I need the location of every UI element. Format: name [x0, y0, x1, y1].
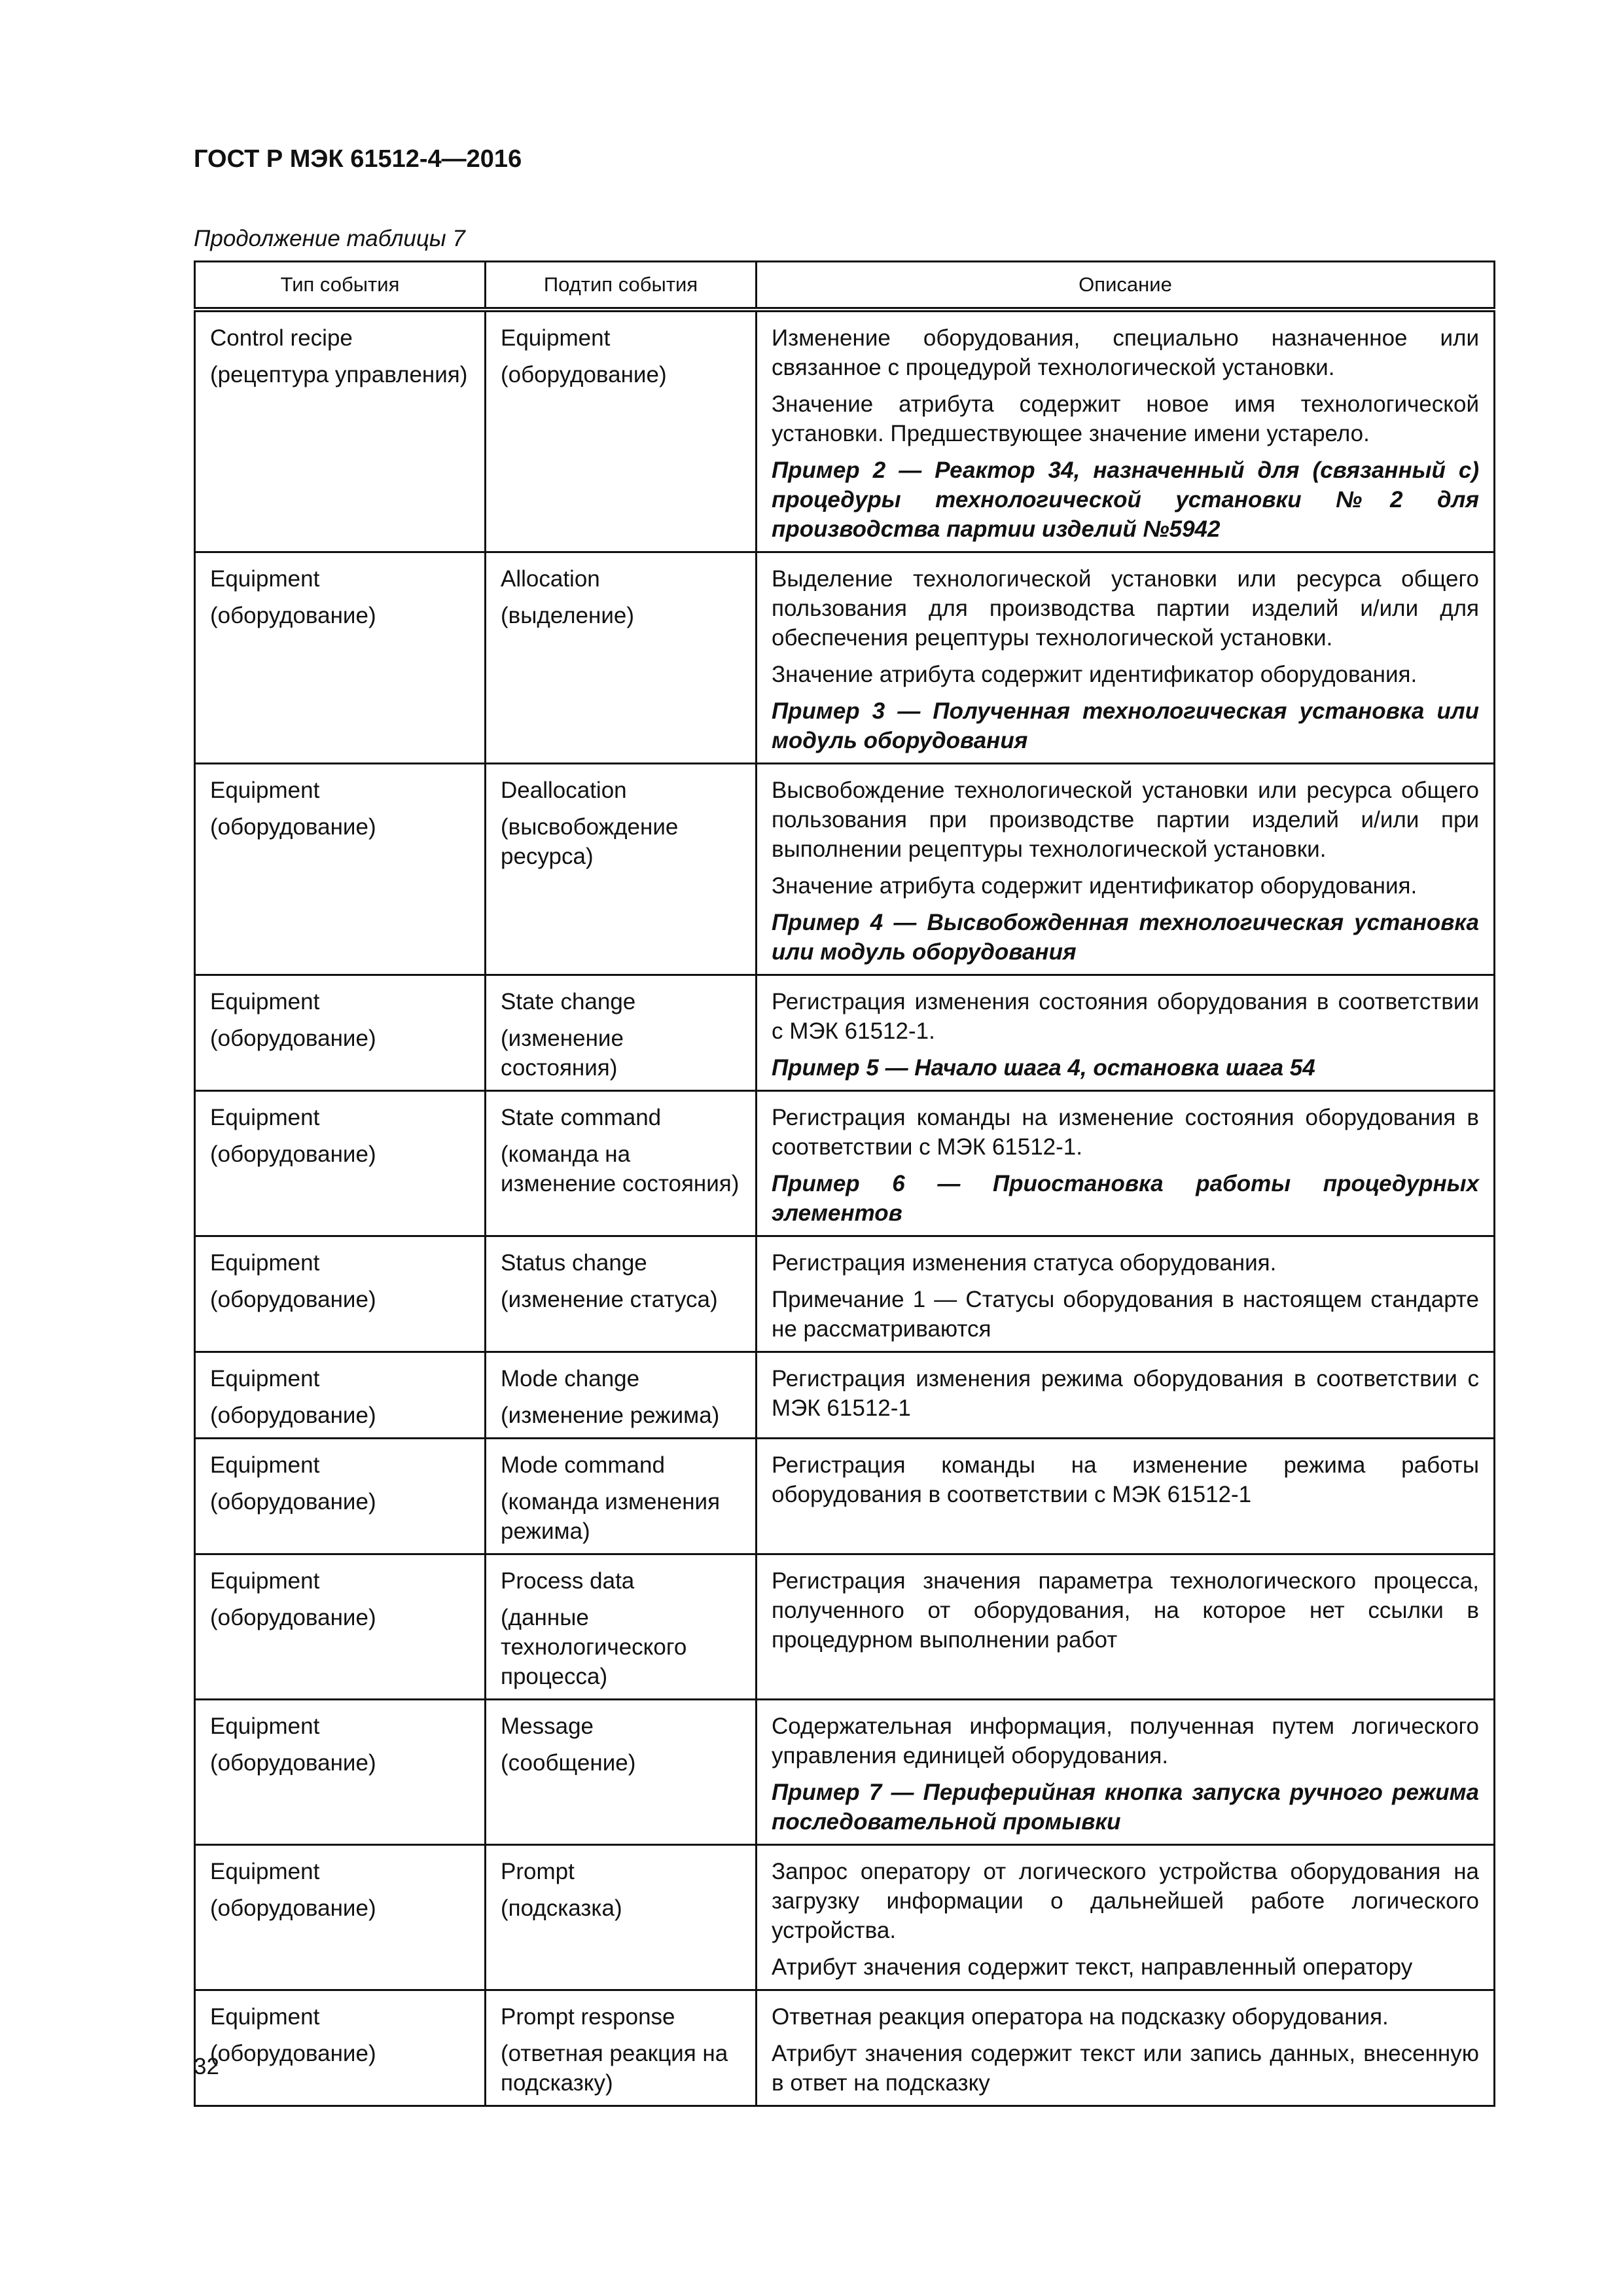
- event-subtype-cell: [486, 310, 757, 552]
- event-type-name: Equipment: [210, 1366, 320, 1391]
- table-row: [195, 1990, 1495, 2106]
- table-caption: Продолжение таблицы 7: [194, 226, 465, 251]
- event-subtype-cell: [486, 975, 757, 1091]
- event-type-name: Equipment: [210, 778, 320, 803]
- description-text: Регистрация команды на изменение режима работы оборудования в соответствии с МЭК 61512-1: [772, 1452, 1479, 1507]
- description-cell: [757, 1700, 1495, 1845]
- event-type-translation: (оборудование): [210, 2041, 376, 2066]
- event-subtype-translation: (изменение состояния): [501, 1026, 624, 1081]
- example-text: Пример 2 — Реактор 34, назначенный для (связанный с) процедуры технологической установки №2 для производства партии изделий №5942: [772, 457, 1479, 542]
- description-text: Регистрация изменения статуса оборудования.: [772, 1250, 1277, 1276]
- description-cell: [757, 1990, 1495, 2106]
- event-type-name: Equipment: [210, 1250, 320, 1276]
- example-text: Пример 6 — Приостановка работы процедурных элементов: [772, 1171, 1479, 1226]
- event-subtype-translation: (сообщение): [501, 1750, 636, 1776]
- event-type-translation: (оборудование): [210, 603, 376, 628]
- description-text: Атрибут значения содержит текст или запись данных, внесенную в ответ на подсказку: [772, 2041, 1479, 2096]
- event-subtype-translation: (подсказка): [501, 1895, 622, 1921]
- event-subtype-cell: [486, 1236, 757, 1352]
- event-subtype-cell: [486, 1091, 757, 1236]
- event-subtype-translation: (данные технологического процесса): [501, 1605, 687, 1689]
- event-subtype-name: Mode command: [501, 1452, 665, 1478]
- example-text: Пример 4 — Высвобожденная технологическая установка или модуль оборудования: [772, 910, 1479, 965]
- description-text: Значение атрибута содержит идентификатор оборудования.: [772, 873, 1418, 899]
- event-type-cell: [195, 764, 486, 975]
- table-row: [195, 1439, 1495, 1554]
- table-row: [195, 1700, 1495, 1845]
- description-cell: [757, 764, 1495, 975]
- event-subtype-translation: (команда изменения режима): [501, 1489, 721, 1544]
- description-cell: [757, 310, 1495, 552]
- event-subtype-name: Process data: [501, 1568, 635, 1594]
- event-type-name: Equipment: [210, 1105, 320, 1130]
- page-number: 32: [194, 2054, 219, 2079]
- table-row: [195, 1554, 1495, 1700]
- event-subtype-name: Message: [501, 1713, 594, 1739]
- event-subtype-cell: [486, 1439, 757, 1554]
- event-type-translation: (оборудование): [210, 1750, 376, 1776]
- description-cell: [757, 1236, 1495, 1352]
- description-cell: [757, 975, 1495, 1091]
- event-subtype-translation: (высвобождение ресурса): [501, 814, 679, 869]
- table-body: [195, 310, 1495, 2106]
- description-text: Регистрация значения параметра технологического процесса, полученного от оборудования, на которое нет ссылки в процедурном выполнении работ: [772, 1568, 1479, 1653]
- document-code-header: ГОСТ Р МЭК 61512-4—2016: [194, 145, 522, 173]
- event-type-cell: [195, 1352, 486, 1439]
- column-header-description: Описание: [757, 262, 1495, 310]
- event-type-name: Control recipe: [210, 325, 353, 351]
- description-text: Регистрация изменения режима оборудования в соответствии с МЭК 61512-1: [772, 1366, 1479, 1421]
- event-type-cell: [195, 1990, 486, 2106]
- description-text: Регистрация команды на изменение состояния оборудования в соответствии с МЭК 61512-1.: [772, 1105, 1479, 1160]
- event-subtype-name: Mode change: [501, 1366, 640, 1391]
- description-cell: [757, 1845, 1495, 1990]
- event-subtype-cell: [486, 1700, 757, 1845]
- description-text: Запрос оператору от логического устройства оборудования на загрузку информации о дальнейшей работе логического устройства.: [772, 1859, 1479, 1943]
- event-subtype-cell: [486, 1352, 757, 1439]
- event-subtype-translation: (команда на изменение состояния): [501, 1141, 740, 1196]
- event-subtype-name: Allocation: [501, 566, 600, 592]
- event-subtype-cell: [486, 1554, 757, 1700]
- event-type-cell: [195, 1439, 486, 1554]
- column-header-event-type: Тип события: [195, 262, 486, 310]
- event-subtype-name: Equipment: [501, 325, 611, 351]
- description-text: Атрибут значения содержит текст, направленный оператору: [772, 1954, 1413, 1980]
- event-type-cell: [195, 1700, 486, 1845]
- description-text: Ответная реакция оператора на подсказку оборудования.: [772, 2004, 1389, 2030]
- event-type-translation: (оборудование): [210, 1403, 376, 1428]
- description-cell: [757, 552, 1495, 764]
- description-text: Выделение технологической установки или ресурса общего пользования для производства партии изделий и/или для обеспечения рецептуры технологической установки.: [772, 566, 1479, 651]
- event-type-name: Equipment: [210, 1713, 320, 1739]
- table-row: [195, 1352, 1495, 1439]
- event-subtype-translation: (изменение статуса): [501, 1287, 718, 1312]
- description-text: Значение атрибута содержит идентификатор оборудования.: [772, 662, 1418, 687]
- event-type-translation: (оборудование): [210, 1287, 376, 1312]
- description-text: Изменение оборудования, специально назначенное или связанное с процедурой технологической установки.: [772, 325, 1479, 380]
- event-type-cell: [195, 1554, 486, 1700]
- event-subtype-translation: (изменение режима): [501, 1403, 720, 1428]
- table-row: [195, 1845, 1495, 1990]
- column-header-event-subtype: Подтип события: [486, 262, 757, 310]
- event-subtype-cell: [486, 552, 757, 764]
- event-type-cell: [195, 1236, 486, 1352]
- event-subtype-name: Prompt: [501, 1859, 575, 1884]
- event-subtype-translation: (выделение): [501, 603, 635, 628]
- event-type-translation: (оборудование): [210, 1141, 376, 1167]
- event-subtype-name: Deallocation: [501, 778, 627, 803]
- event-subtype-name: Status change: [501, 1250, 647, 1276]
- table-header-row: [195, 262, 1495, 310]
- event-subtype-cell: [486, 764, 757, 975]
- description-cell: [757, 1091, 1495, 1236]
- event-subtype-name: State change: [501, 989, 636, 1014]
- event-types-table: [194, 260, 1495, 2107]
- event-type-name: Equipment: [210, 566, 320, 592]
- event-type-translation: (оборудование): [210, 814, 376, 840]
- description-text: Регистрация изменения состояния оборудования в соответствии с МЭК 61512-1.: [772, 989, 1479, 1044]
- event-type-cell: [195, 310, 486, 552]
- event-subtype-name: Prompt response: [501, 2004, 675, 2030]
- event-type-name: Equipment: [210, 1568, 320, 1594]
- table-row: [195, 764, 1495, 975]
- description-text: Высвобождение технологической установки или ресурса общего пользования при производстве партии изделий и/или при выполнении рецептуры технологической установки.: [772, 778, 1479, 862]
- table-row: [195, 975, 1495, 1091]
- event-type-translation: (оборудование): [210, 1895, 376, 1921]
- table-row: [195, 310, 1495, 552]
- description-cell: [757, 1554, 1495, 1700]
- event-subtype-translation: (ответная реакция на подсказку): [501, 2041, 728, 2096]
- event-subtype-translation: (оборудование): [501, 362, 667, 387]
- event-type-name: Equipment: [210, 2004, 320, 2030]
- example-text: Пример 3 — Полученная технологическая установка или модуль оборудования: [772, 698, 1479, 753]
- description-text: Значение атрибута содержит новое имя технологической установки. Предшествующее значение имени устарело.: [772, 391, 1479, 446]
- description-text: Содержательная информация, полученная путем логического управления единицей оборудования.: [772, 1713, 1479, 1768]
- event-type-cell: [195, 975, 486, 1091]
- example-text: Пример 5 — Начало шага 4, остановка шага 54: [772, 1055, 1315, 1081]
- event-subtype-name: State command: [501, 1105, 662, 1130]
- event-type-name: Equipment: [210, 1859, 320, 1884]
- event-type-name: Equipment: [210, 989, 320, 1014]
- example-text: Пример 7 — Периферийная кнопка запуска ручного режима последовательной промывки: [772, 1780, 1479, 1835]
- table-row: [195, 1091, 1495, 1236]
- event-subtype-cell: [486, 1990, 757, 2106]
- event-type-translation: (оборудование): [210, 1026, 376, 1051]
- table-row: [195, 1236, 1495, 1352]
- event-type-cell: [195, 1845, 486, 1990]
- table-row: [195, 552, 1495, 764]
- event-type-cell: [195, 1091, 486, 1236]
- event-type-name: Equipment: [210, 1452, 320, 1478]
- description-cell: [757, 1352, 1495, 1439]
- event-type-translation: (оборудование): [210, 1605, 376, 1630]
- event-type-cell: [195, 552, 486, 764]
- description-cell: [757, 1439, 1495, 1554]
- note-text: Примечание 1 — Статусы оборудования в настоящем стандарте не рассматриваются: [772, 1287, 1479, 1342]
- event-subtype-cell: [486, 1845, 757, 1990]
- event-type-translation: (оборудование): [210, 1489, 376, 1515]
- event-type-translation: (рецептура управления): [210, 362, 468, 387]
